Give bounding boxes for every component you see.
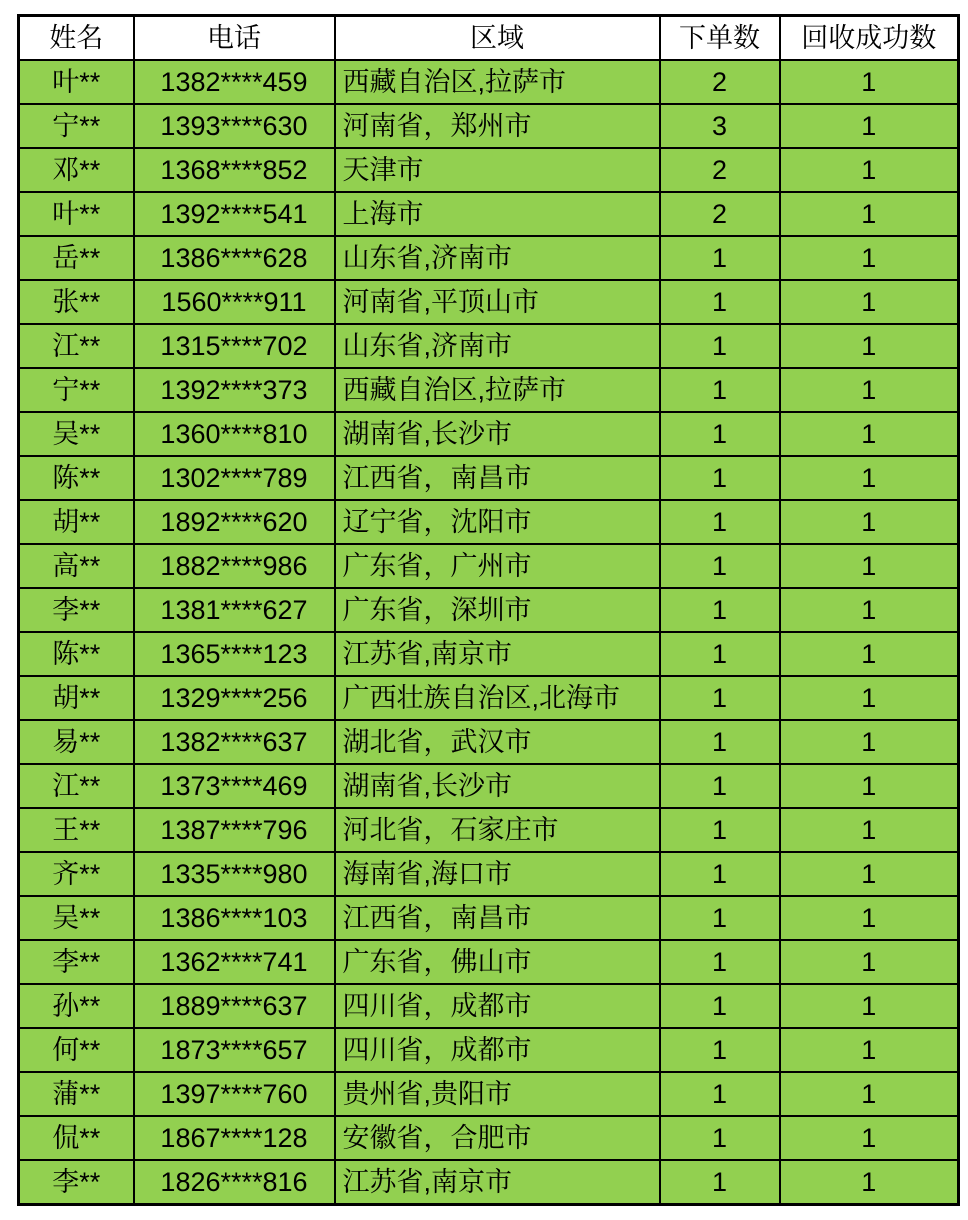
- table-row: [19, 104, 959, 148]
- cell-region: 西藏自治区,拉萨市: [335, 60, 660, 104]
- cell-success: 1: [780, 1028, 959, 1072]
- cell-success: 1: [780, 60, 959, 104]
- cell-name: 李**: [19, 588, 134, 632]
- cell-success: 1: [780, 632, 959, 676]
- cell-phone: 1892****620: [134, 500, 335, 544]
- cell-name: 陈**: [19, 456, 134, 500]
- cell-success: 1: [780, 412, 959, 456]
- cell-phone: 1386****103: [134, 896, 335, 940]
- cell-success: 1: [780, 500, 959, 544]
- table-row: [19, 280, 959, 324]
- cell-region: 河南省，郑州市: [335, 104, 660, 148]
- cell-region: 贵州省,贵阳市: [335, 1072, 660, 1116]
- column-header-region: 区域: [335, 16, 660, 61]
- cell-name: 高**: [19, 544, 134, 588]
- cell-region: 江苏省,南京市: [335, 1160, 660, 1205]
- cell-phone: 1381****627: [134, 588, 335, 632]
- table-row: [19, 544, 959, 588]
- cell-phone: 1393****630: [134, 104, 335, 148]
- cell-success: 1: [780, 324, 959, 368]
- cell-region: 江苏省,南京市: [335, 632, 660, 676]
- cell-orders: 1: [660, 720, 780, 764]
- cell-name: 张**: [19, 280, 134, 324]
- cell-phone: 1392****541: [134, 192, 335, 236]
- cell-name: 李**: [19, 940, 134, 984]
- cell-phone: 1387****796: [134, 808, 335, 852]
- cell-orders: 1: [660, 852, 780, 896]
- cell-region: 西藏自治区,拉萨市: [335, 368, 660, 412]
- cell-orders: 1: [660, 412, 780, 456]
- cell-success: 1: [780, 808, 959, 852]
- cell-success: 1: [780, 984, 959, 1028]
- table-body: [19, 60, 959, 1205]
- table-row: [19, 192, 959, 236]
- cell-phone: 1360****810: [134, 412, 335, 456]
- cell-orders: 1: [660, 808, 780, 852]
- cell-orders: 1: [660, 940, 780, 984]
- cell-orders: 1: [660, 1028, 780, 1072]
- cell-success: 1: [780, 852, 959, 896]
- customer-recycle-table: [17, 14, 960, 1206]
- cell-name: 江**: [19, 324, 134, 368]
- cell-phone: 1397****760: [134, 1072, 335, 1116]
- cell-name: 侃**: [19, 1116, 134, 1160]
- table-row: [19, 1028, 959, 1072]
- column-header-phone: 电话: [134, 16, 335, 61]
- cell-region: 河北省，石家庄市: [335, 808, 660, 852]
- table-row: [19, 764, 959, 808]
- column-header-success: 回收成功数: [780, 16, 959, 61]
- cell-phone: 1560****911: [134, 280, 335, 324]
- table-row: [19, 808, 959, 852]
- cell-region: 广东省，佛山市: [335, 940, 660, 984]
- header-row: [19, 16, 959, 61]
- cell-name: 邓**: [19, 148, 134, 192]
- cell-orders: 1: [660, 280, 780, 324]
- cell-name: 叶**: [19, 60, 134, 104]
- table-row: [19, 940, 959, 984]
- cell-name: 吴**: [19, 412, 134, 456]
- cell-name: 王**: [19, 808, 134, 852]
- table-row: [19, 148, 959, 192]
- table-row: [19, 852, 959, 896]
- cell-orders: 1: [660, 544, 780, 588]
- cell-name: 李**: [19, 1160, 134, 1205]
- cell-success: 1: [780, 1072, 959, 1116]
- cell-region: 上海市: [335, 192, 660, 236]
- cell-success: 1: [780, 192, 959, 236]
- cell-phone: 1889****637: [134, 984, 335, 1028]
- cell-name: 宁**: [19, 104, 134, 148]
- cell-phone: 1302****789: [134, 456, 335, 500]
- cell-orders: 2: [660, 60, 780, 104]
- table-row: [19, 236, 959, 280]
- cell-success: 1: [780, 676, 959, 720]
- cell-phone: 1362****741: [134, 940, 335, 984]
- cell-phone: 1826****816: [134, 1160, 335, 1205]
- cell-name: 孙**: [19, 984, 134, 1028]
- table-row: [19, 412, 959, 456]
- cell-success: 1: [780, 280, 959, 324]
- cell-orders: 1: [660, 1116, 780, 1160]
- cell-success: 1: [780, 764, 959, 808]
- cell-region: 山东省,济南市: [335, 236, 660, 280]
- cell-orders: 1: [660, 500, 780, 544]
- cell-name: 胡**: [19, 676, 134, 720]
- cell-name: 何**: [19, 1028, 134, 1072]
- cell-name: 齐**: [19, 852, 134, 896]
- cell-orders: 1: [660, 588, 780, 632]
- cell-orders: 2: [660, 148, 780, 192]
- cell-region: 广西壮族自治区,北海市: [335, 676, 660, 720]
- cell-phone: 1365****123: [134, 632, 335, 676]
- cell-region: 江西省，南昌市: [335, 896, 660, 940]
- table-row: [19, 720, 959, 764]
- cell-phone: 1392****373: [134, 368, 335, 412]
- table-row: [19, 984, 959, 1028]
- cell-orders: 1: [660, 764, 780, 808]
- cell-success: 1: [780, 588, 959, 632]
- table-row: [19, 60, 959, 104]
- cell-phone: 1386****628: [134, 236, 335, 280]
- table-row: [19, 1160, 959, 1205]
- column-header-orders: 下单数: [660, 16, 780, 61]
- cell-phone: 1382****459: [134, 60, 335, 104]
- cell-name: 岳**: [19, 236, 134, 280]
- table-row: [19, 588, 959, 632]
- cell-phone: 1382****637: [134, 720, 335, 764]
- table-row: [19, 324, 959, 368]
- cell-orders: 1: [660, 632, 780, 676]
- cell-region: 四川省，成都市: [335, 984, 660, 1028]
- cell-orders: 1: [660, 456, 780, 500]
- table-header: [19, 16, 959, 61]
- cell-region: 湖南省,长沙市: [335, 764, 660, 808]
- cell-success: 1: [780, 896, 959, 940]
- cell-region: 天津市: [335, 148, 660, 192]
- cell-name: 陈**: [19, 632, 134, 676]
- cell-orders: 1: [660, 1072, 780, 1116]
- cell-phone: 1373****469: [134, 764, 335, 808]
- cell-phone: 1882****986: [134, 544, 335, 588]
- cell-orders: 2: [660, 192, 780, 236]
- table-row: [19, 368, 959, 412]
- cell-success: 1: [780, 456, 959, 500]
- cell-name: 江**: [19, 764, 134, 808]
- cell-name: 胡**: [19, 500, 134, 544]
- cell-region: 四川省，成都市: [335, 1028, 660, 1072]
- table-row: [19, 632, 959, 676]
- cell-region: 辽宁省，沈阳市: [335, 500, 660, 544]
- cell-orders: 3: [660, 104, 780, 148]
- cell-success: 1: [780, 940, 959, 984]
- cell-phone: 1335****980: [134, 852, 335, 896]
- cell-success: 1: [780, 1116, 959, 1160]
- cell-name: 蒲**: [19, 1072, 134, 1116]
- spreadsheet-page: [0, 14, 968, 1220]
- cell-name: 宁**: [19, 368, 134, 412]
- cell-success: 1: [780, 104, 959, 148]
- cell-region: 安徽省，合肥市: [335, 1116, 660, 1160]
- cell-success: 1: [780, 368, 959, 412]
- cell-name: 吴**: [19, 896, 134, 940]
- table-row: [19, 1072, 959, 1116]
- cell-phone: 1873****657: [134, 1028, 335, 1072]
- cell-orders: 1: [660, 324, 780, 368]
- cell-success: 1: [780, 236, 959, 280]
- cell-region: 江西省，南昌市: [335, 456, 660, 500]
- cell-orders: 1: [660, 984, 780, 1028]
- cell-orders: 1: [660, 236, 780, 280]
- cell-orders: 1: [660, 368, 780, 412]
- column-header-name: 姓名: [19, 16, 134, 61]
- table-row: [19, 896, 959, 940]
- cell-region: 河南省,平顶山市: [335, 280, 660, 324]
- cell-region: 湖南省,长沙市: [335, 412, 660, 456]
- cell-success: 1: [780, 148, 959, 192]
- cell-region: 山东省,济南市: [335, 324, 660, 368]
- cell-orders: 1: [660, 676, 780, 720]
- table-row: [19, 500, 959, 544]
- cell-region: 广东省，广州市: [335, 544, 660, 588]
- cell-name: 叶**: [19, 192, 134, 236]
- cell-region: 广东省，深圳市: [335, 588, 660, 632]
- cell-phone: 1315****702: [134, 324, 335, 368]
- cell-phone: 1329****256: [134, 676, 335, 720]
- cell-success: 1: [780, 544, 959, 588]
- cell-region: 海南省,海口市: [335, 852, 660, 896]
- cell-orders: 1: [660, 1160, 780, 1205]
- table-row: [19, 676, 959, 720]
- cell-phone: 1867****128: [134, 1116, 335, 1160]
- cell-orders: 1: [660, 896, 780, 940]
- cell-name: 易**: [19, 720, 134, 764]
- cell-success: 1: [780, 720, 959, 764]
- cell-region: 湖北省，武汉市: [335, 720, 660, 764]
- cell-phone: 1368****852: [134, 148, 335, 192]
- table-row: [19, 456, 959, 500]
- table-row: [19, 1116, 959, 1160]
- cell-success: 1: [780, 1160, 959, 1205]
